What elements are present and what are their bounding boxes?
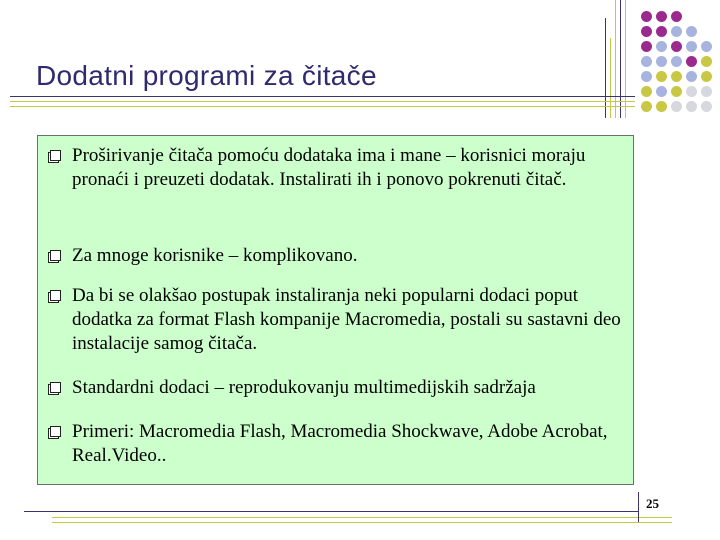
bullet-item [48,144,623,192]
bullet-item [48,284,623,356]
decor-dot [686,101,697,112]
decor-dot [641,71,652,82]
footer-vline [638,492,639,522]
bullet-text: Za mnoge korisnike – komplikovano. [72,245,358,266]
bullet-text: Proširivanje čitača pomoću dodataka ima i mane – korisnici moraju pronaći i preuzeti dodatak. Instalirati ih i ponovo pokrenuti čitač. [72,145,586,190]
decor-dot [656,56,667,67]
title-underline [10,101,635,102]
decor-dot [671,26,682,37]
decor-dot [656,11,667,22]
bullet-item [48,244,623,268]
decor-dot [671,56,682,67]
checkbox-bullet-icon [48,150,61,163]
footer-line [52,522,672,523]
page-number: 25 [646,496,659,511]
checkbox-bullet-icon [48,382,61,395]
decor-dot [686,71,697,82]
decor-dot [686,86,697,97]
decor-dot [701,56,712,67]
decor-dot [641,26,652,37]
bullet-text: Da bi se olakšao postupak instaliranja neki popularni dodaci poput dodatka za format Flash kompanije Macromedia, postali su sastavni deo instalacije samog čitača. [72,285,621,354]
decor-dot [641,86,652,97]
decor-vline [605,18,606,118]
decor-dot [656,86,667,97]
decor-dot [671,86,682,97]
decor-dot [686,56,697,67]
decor-dot [701,101,712,112]
title-underline [10,96,635,97]
checkbox-bullet-icon [48,290,61,303]
checkbox-bullet-icon [48,426,61,439]
decor-dot [656,41,667,52]
decor-dot [641,41,652,52]
bullet-text: Primeri: Macromedia Flash, Macromedia Shockwave, Adobe Acrobat, Real.Video.. [72,421,608,466]
footer-line [52,517,672,518]
decor-dot [701,86,712,97]
decor-dot [671,11,682,22]
decor-dot [671,71,682,82]
decor-dot [641,56,652,67]
decor-dot [686,41,697,52]
decor-dot [656,26,667,37]
decor-dot [671,41,682,52]
footer-line [24,511,638,512]
title-underline [10,106,635,107]
checkbox-bullet-icon [48,250,61,263]
decor-dot [656,71,667,82]
bullet-item [48,376,623,400]
decorative-dot-grid [640,10,712,120]
decor-dot [671,101,682,112]
decor-dot [641,11,652,22]
decor-dot [701,41,712,52]
bullet-text: Standardni dodaci – reprodukovanju multimedijskih sadržaja [72,377,536,398]
bullet-item [48,420,623,468]
slide-title: Dodatni programi za čitače [36,60,377,91]
decor-dot [686,26,697,37]
decor-dot [656,101,667,112]
decor-dot [641,101,652,112]
content-panel [37,135,634,485]
decor-dot [701,71,712,82]
